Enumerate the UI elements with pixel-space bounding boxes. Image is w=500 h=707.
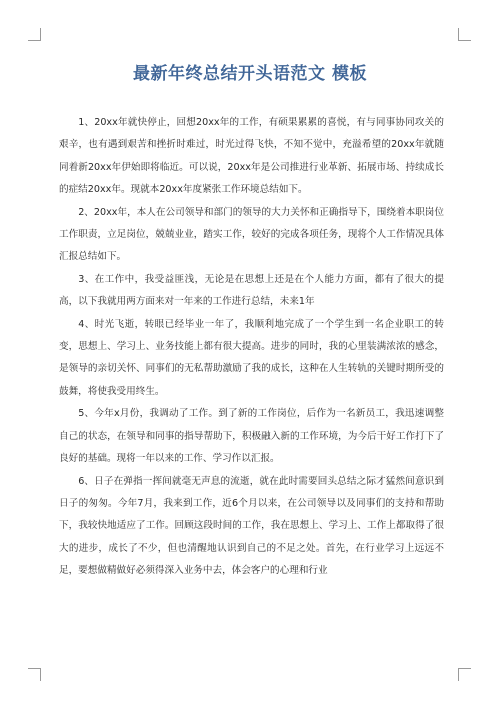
paragraph-1: 1、20xx年就快停止，回想20xx年的工作，有硕果累累的喜悦，有与同事协同攻关的艰辛，也有遇到艰苦和挫折时难过，时光过得飞快，不知不觉中，充溢希望的20xx年就随同着新20xx年伊始即将临近。可以说，20xx年是公司推进行业革新、拓展市场、持续成长的症结20xx年。现就本20xx年度紧张工作环境总结如下。 [59, 117, 444, 196]
crop-mark-bottom-left [28, 668, 41, 681]
paragraph-2: 2、20xx年，本人在公司领导和部门的领导的大力关怀和正确指导下，围绕着本职岗位工作职责，立足岗位，兢兢业业，踏实工作，较好的完成各项任务，现将个人工作情况具体汇报总结如下。 [59, 206, 444, 263]
paragraph-4: 4、时光飞逝，转眼已经毕业一年了，我顺利地完成了一个学生到一名企业职工的转变，思想上、学习上、业务技能上都有很大提高。进步的同时，我的心里装满浓浓的感念，是领导的亲切关怀、同事们的无私帮助激励了我的成长，这种在人生转轨的关键时期所受的鼓舞，将使我受用终生。 [59, 318, 444, 397]
paragraph-5: 5、今年x月份，我调动了工作。到了新的工作岗位，后作为一名新员工，我迅速调整自己的状态，在领导和同事的指导帮助下，积极融入新的工作环境，为今后干好工作打下了良好的基础。现将一年以来的工作、学习作以汇报。 [59, 408, 444, 465]
document-title: 最新年终总结开头语范文 模板 [133, 64, 367, 84]
crop-mark-top-right [458, 28, 471, 41]
paragraph-3: 3、在工作中，我受益匪浅，无论是在思想上还是在个人能力方面，都有了很大的提高，以下我就用两方面来对一年来的工作进行总结，未来1年 [59, 273, 444, 308]
paragraph-6: 6、日子在弹指一挥间就毫无声息的流逝，就在此时需要回头总结之际才猛然间意识到日子的匆匆。今年7月，我来到工作，近6个月以来，在公司领导以及同事们的支持和帮助下，我较快地适应了工作。回顾这段时间的工作，我在思想上、学习上、工作上都取得了很大的进步，成长了不少，但也清醒地认识到自己的不足之处。首先，在行业学习上远远不足，要想做精做好必须得深入业务中去，体会客户的心理和行业 [59, 475, 444, 577]
document-body [59, 112, 444, 583]
crop-mark-bottom-right [458, 668, 471, 681]
crop-mark-top-left [28, 28, 41, 41]
